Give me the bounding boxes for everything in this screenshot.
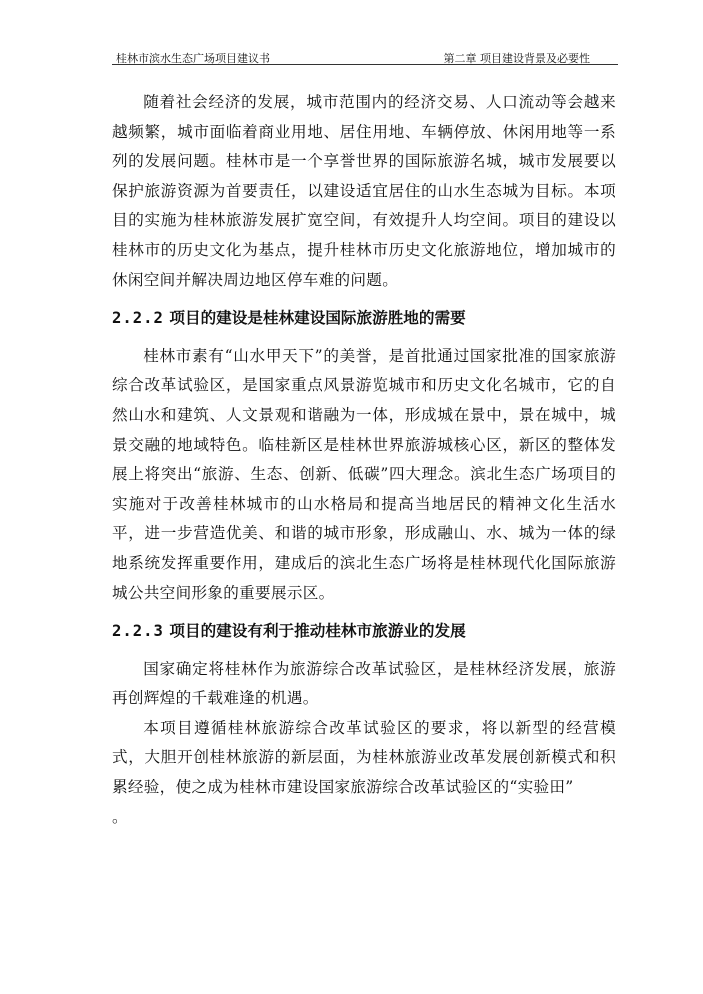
header-chapter-title: 第二章 项目建设背景及必要性 — [443, 52, 590, 65]
header-document-title: 桂林市滨水生态广场项目建议书 — [116, 52, 270, 65]
section-title: 项目的建设是桂林建设国际旅游胜地的需要 — [169, 308, 466, 328]
paragraph-international-tourism: 桂林市素有“山水甲天下”的美誉，是首批通过国家批准的国家旅游综合改革试验区，是国家重点风景游览城市和历史文化名城市，它的自然山水和建筑、人文景观和谐融为一体，形成城在景中，景在城中，城景交融的地域特色。临桂新区是桂林世界旅游城核心区，新区的整体发展上将突出“旅游、生态、创新、低碳”四大理念。滨北生态广场项目的实施对于改善桂林城市的山水格局和提高当地居民的精神文化生活水平，进一步营造优美、和谐的城市形象，形成融山、水、城为一体的绿地系统发挥重要作用，建成后的滨北生态广场将是桂林现代化国际旅游城公共空间形象的重要展示区。 — [112, 346, 616, 602]
paragraph-experimental-field: 本项目遵循桂林旅游综合改革试验区的要求，将以新型的经营模式，大胆开创桂林旅游的新层面，为桂林旅游业改革发展创新模式和积累经验，使之成为桂林市建设国家旅游综合改革试验区的“实验田” — [112, 718, 616, 797]
section-title: 项目的建设有利于推动桂林市旅游业的发展 — [169, 621, 466, 641]
paragraph-tail-punctuation: 。 — [112, 807, 128, 826]
section-heading-2-2-3 — [112, 608, 616, 655]
page-body — [112, 88, 616, 832]
section-number: 2.2.3 — [112, 622, 164, 641]
section-heading-2-2-2 — [112, 295, 616, 342]
page-header — [112, 44, 618, 64]
section-number: 2.2.2 — [112, 309, 164, 328]
header-divider — [112, 64, 618, 65]
paragraph-urban-development: 随着社会经济的发展，城市范围内的经济交易、人口流动等会越来越频繁，城市面临着商业用地、居住用地、车辆停放、休闲用地等一系列的发展问题。桂林市是一个享誉世界的国际旅游名城，城市发展要以保护旅游资源为首要责任，以建设适宜居住的山水生态城为目标。本项目的实施为桂林旅游发展扩宽空间，有效提升人均空间。项目的建设以桂林市的历史文化为基点，提升桂林市历史文化旅游地位，增加城市的休闲空间并解决周边地区停车难的问题。 — [112, 93, 616, 289]
paragraph-reform-opportunity: 国家确定将桂林作为旅游综合改革试验区，是桂林经济发展，旅游再创辉煌的千载难逢的机遇。 — [112, 659, 616, 708]
